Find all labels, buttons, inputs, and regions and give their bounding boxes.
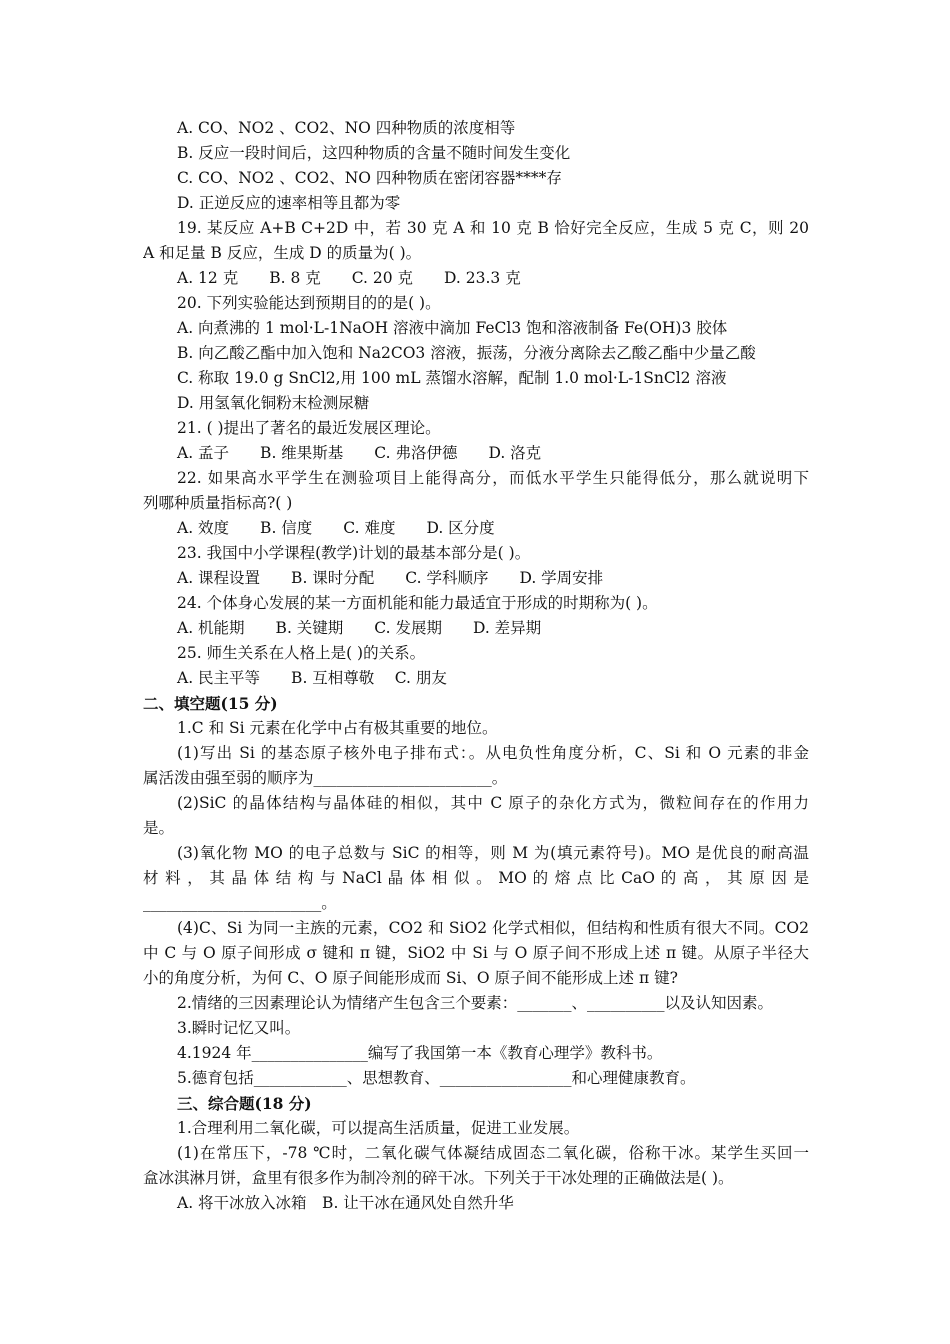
- text-line: 盒冰淇淋月饼，盒里有很多作为制冷剂的碎干冰。下列关于干冰处理的正确做法是( )。: [143, 1169, 734, 1187]
- text-line: (1)写出 Si 的基态原子核外电子排布式：。从电负性角度分析，C、Si 和 O 元素的非金: [177, 744, 809, 762]
- text-line: (2)SiC 的晶体结构与晶体硅的相似，其中 C 原子的杂化方式为，微粒间存在的作用力: [177, 794, 809, 812]
- text-line: 是。: [143, 819, 175, 837]
- text-line: A. 将干冰放入冰箱 B. 让干冰在通风处自然升华: [177, 1194, 514, 1212]
- text-line: 23. 我国中小学课程(教学)计划的最基本部分是( )。: [177, 544, 531, 562]
- text-line: 24. 个体身心发展的某一方面机能和能力最适宜于形成的时期称为( )。: [177, 594, 658, 612]
- text-line: 21. ( )提出了著名的最近发展区理论。: [177, 419, 441, 437]
- text-line: 5.德育包括____________、思想教育、_________________和心理健康教育。: [177, 1069, 696, 1087]
- text-line: A. 课程设置 B. 课时分配 C. 学科顺序 D. 学周安排: [177, 569, 604, 587]
- text-line: (1)在常压下，-78 ℃时，二氧化碳气体凝结成固态二氧化碳，俗称干冰。某学生买回一: [177, 1144, 809, 1162]
- text-line: 列哪种质量指标高?( ): [143, 494, 293, 512]
- text-line: 3.瞬时记忆又叫。: [177, 1019, 301, 1037]
- text-line: 小的角度分析，为何 C、O 原子间能形成而 Si、O 原子间不能形成上述 π 键?: [143, 969, 678, 987]
- text-line: 材 料 ， 其 晶 体 结 构 与 NaCl 晶 体 相 似 。 MO 的 熔 点 比 CaO 的 高 ， 其 原 因 是: [143, 869, 809, 887]
- text-line: A. CO、NO2 、CO2、NO 四种物质的浓度相等: [177, 119, 516, 137]
- text-line: 19. 某反应 A+B C+2D 中，若 30 克 A 和 10 克 B 恰好完全反应，生成 5 克 C，则 20: [177, 219, 809, 237]
- text-line: 22. 如果高水平学生在测验项目上能得高分，而低水平学生只能得低分，那么就说明下: [177, 469, 809, 487]
- text-line: 20. 下列实验能达到预期目的的是( )。: [177, 294, 441, 312]
- text-line: _______________________。: [143, 894, 337, 912]
- section-heading: 二、填空题(15 分): [143, 694, 278, 713]
- text-line: A. 向煮沸的 1 mol·L-1NaOH 溶液中滴加 FeCl3 饱和溶液制备 Fe(OH)3 胶体: [177, 319, 728, 337]
- text-line: 1.C 和 Si 元素在化学中占有极其重要的地位。: [177, 719, 498, 737]
- text-line: D. 正逆反应的速率相等且都为零: [177, 194, 401, 212]
- text-line: D. 用氢氧化铜粉末检测尿糖: [177, 394, 370, 412]
- text-line: A. 孟子 B. 维果斯基 C. 弗洛伊德 D. 洛克: [177, 444, 542, 462]
- text-line: 属活泼由强至弱的顺序为_______________________。: [143, 769, 508, 787]
- text-line: 2.情绪的三因素理论认为情绪产生包含三个要素：_______、__________以及认知因素。: [177, 994, 774, 1012]
- text-line: B. 向乙酸乙酯中加入饱和 Na2CO3 溶液，振荡，分液分离除去乙酸乙酯中少量乙酸: [177, 344, 756, 362]
- text-line: 1.合理利用二氧化碳，可以提高生活质量，促进工业发展。: [177, 1119, 580, 1137]
- text-line: A 和足量 B 反应，生成 D 的质量为( )。: [143, 244, 422, 262]
- text-line: B. 反应一段时间后，这四种物质的含量不随时间发生变化: [177, 144, 571, 162]
- text-line: 中 C 与 O 原子间形成 σ 键和 π 键，SiO2 中 Si 与 O 原子间不形成上述 π 键。从原子半径大: [143, 944, 809, 962]
- text-line: (3)氧化物 MO 的电子总数与 SiC 的相等，则 M 为(填元素符号)。MO 是优良的耐高温: [177, 844, 809, 862]
- text-line: A. 效度 B. 信度 C. 难度 D. 区分度: [177, 519, 495, 537]
- text-line: A. 民主平等 B. 互相尊敬 C. 朋友: [177, 669, 447, 687]
- text-line: C. 称取 19.0 g SnCl2,用 100 mL 蒸馏水溶解，配制 1.0 mol·L-1SnCl2 溶液: [177, 369, 727, 387]
- section-heading: 三、综合题(18 分): [177, 1094, 312, 1113]
- text-line: 25. 师生关系在人格上是( )的关系。: [177, 644, 426, 662]
- text-line: A. 12 克 B. 8 克 C. 20 克 D. 23.3 克: [177, 269, 521, 287]
- document-body: [143, 116, 809, 1216]
- text-line: (4)C、Si 为同一主族的元素，CO2 和 SiO2 化学式相似，但结构和性质有很大不同。CO2: [177, 919, 809, 937]
- text-line: A. 机能期 B. 关键期 C. 发展期 D. 差异期: [177, 619, 542, 637]
- text-line: 4.1924 年_______________编写了我国第一本《教育心理学》教科书。: [177, 1044, 663, 1062]
- text-line: C. CO、NO2 、CO2、NO 四种物质在密闭容器****存: [177, 169, 562, 187]
